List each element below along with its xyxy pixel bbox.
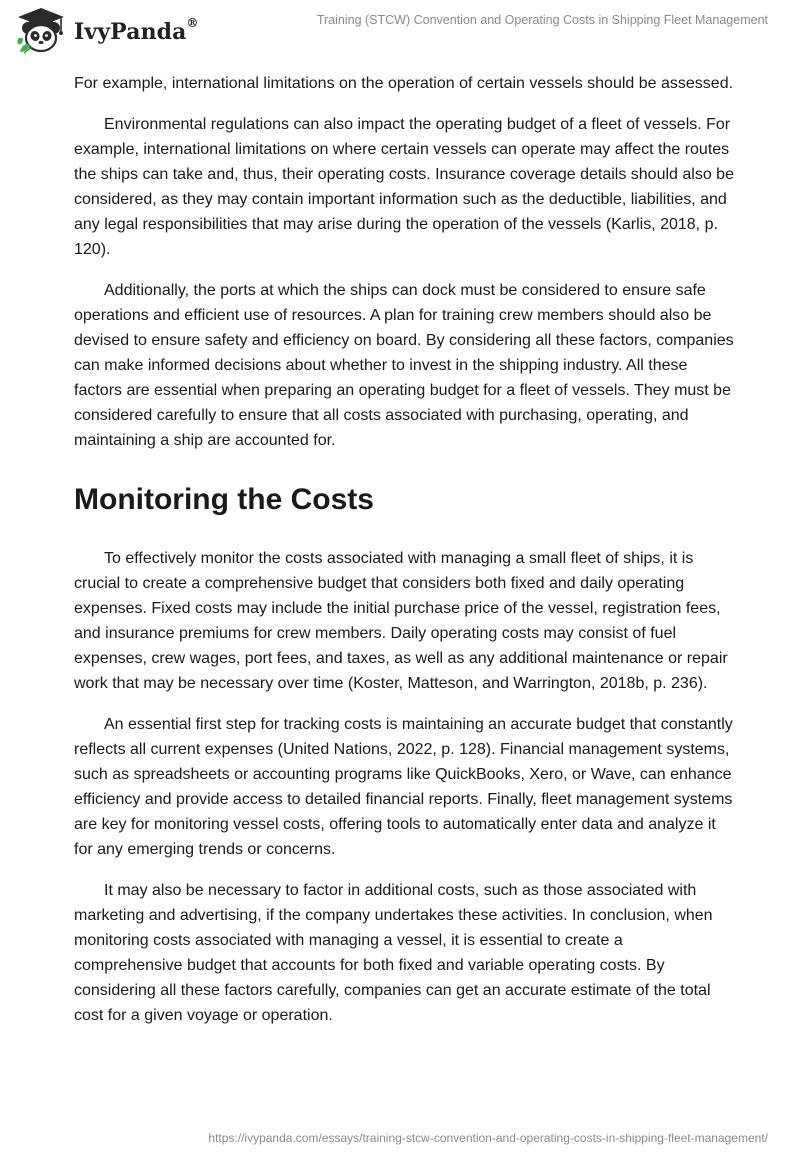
registered-mark: ® xyxy=(186,15,199,30)
page-header xyxy=(0,0,800,64)
paragraph: Environmental regulations can also impact the operating budget of a fleet of vessels. For example, international limitations on where certain vessels can operate may affect the routes the ships can take and, thus, their operating costs. Insurance coverage details should also be considered, as they may contain important information such as the deductible, liabilities, and any legal responsibilities that may arise during the operation of the vessels (Karlis, 2018, p. 120). xyxy=(74,116,734,258)
document-title: Training (STCW) Convention and Operating Costs in Shipping Fleet Management xyxy=(316,13,768,27)
essay-body xyxy=(74,71,734,1028)
source-url[interactable]: https://ivypanda.com/essays/training-stcw-convention-and-operating-costs-in-shipping-fleet-management/ xyxy=(208,1131,768,1145)
section-heading: Monitoring the Costs xyxy=(74,483,374,516)
ivypanda-logo[interactable] xyxy=(14,6,199,56)
paragraph: To effectively monitor the costs associated with managing a small fleet of ships, it is crucial to create a comprehensive budget that considers both fixed and daily operating expenses. Fixed costs may include the initial purchase price of the vessel, registration fees, and insurance premiums for crew members. Daily operating costs may consist of fuel expenses, crew wages, port fees, and taxes, as well as any additional maintenance or repair work that may be necessary over time (Koster, Matteson, and Warrington, 2018b, p. 236). xyxy=(74,550,728,692)
paragraph: It may also be necessary to factor in additional costs, such as those associated with marketing and advertising, if the company undertakes these activities. In conclusion, when monitoring costs associated with managing a vessel, it is essential to create a comprehensive budget that accounts for both fixed and variable operating costs. By considering all these factors carefully, companies can get an accurate estimate of the total cost for a given voyage or operation. xyxy=(74,882,713,1024)
logo-wordmark: IvyPanda® xyxy=(74,15,199,45)
paragraph: An essential first step for tracking costs is maintaining an accurate budget that constantly reflects all current expenses (United Nations, 2022, p. 128). Financial management systems, such as spreadsheets or accounting programs like QuickBooks, Xero, or Wave, can enhance efficiency and provide access to detailed financial reports. Finally, fleet management systems are key for monitoring vessel costs, offering tools to automatically enter data and analyze it for any emerging trends or concerns. xyxy=(74,716,733,858)
paragraph: For example, international limitations on the operation of certain vessels should be assessed. xyxy=(74,75,734,92)
panda-graduate-icon xyxy=(14,6,68,56)
paragraph: Additionally, the ports at which the ships can dock must be considered to ensure safe operations and efficient use of resources. A plan for training crew members should also be devised to ensure safety and efficiency on board. By considering all these factors, companies can make informed decisions about whether to invest in the shipping industry. All these factors are essential when preparing an operating budget for a fleet of vessels. They must be considered carefully to ensure that all costs associated with purchasing, operating, and maintaining a ship are accounted for. xyxy=(74,282,734,449)
